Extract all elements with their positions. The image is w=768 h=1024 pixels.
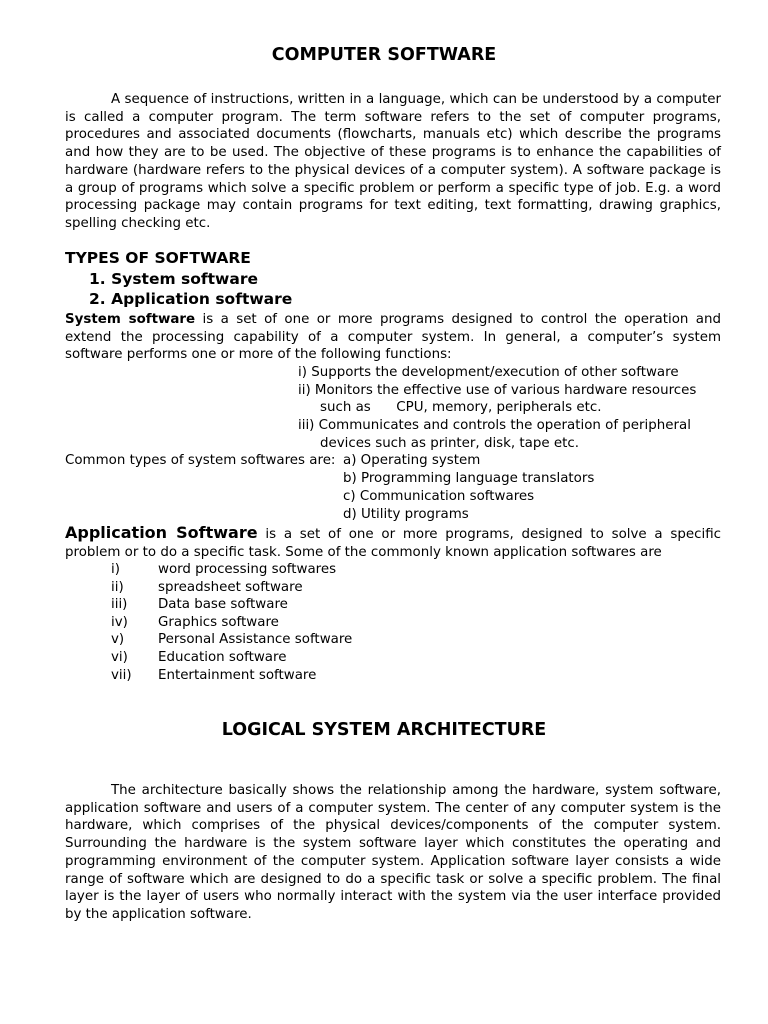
list-item-number: v) xyxy=(111,632,125,647)
page-title: COMPUTER SOFTWARE xyxy=(271,45,497,65)
function-item-3-cont: devices such as printer, disk, tape etc. xyxy=(320,435,579,451)
list-item-text: Data base software xyxy=(158,597,288,612)
common-type-b: b) Programming language translators xyxy=(343,471,595,486)
list-item-text: Entertainment software xyxy=(158,668,317,683)
system-functions-list xyxy=(298,364,721,453)
list-item-number: iv) xyxy=(111,615,128,630)
function-item-3: iii) Communicates and controls the operation of peripheral xyxy=(298,418,691,434)
list-item-number: iii) xyxy=(111,597,128,612)
common-type-d: d) Utility programs xyxy=(343,507,469,522)
common-types-label: Common types of system softwares are: xyxy=(65,453,336,468)
list-item-number: ii) xyxy=(111,580,124,595)
types-item-system: 1. System software xyxy=(89,270,258,288)
intro-paragraph: A sequence of instructions, written in a language, which can be understood by a computer is called a computer program. The term software refers to the set of computer programs, procedures and associated documents (flowcharts, manuals etc) which describe the programs and how they are to be used. The objective of these programs is to enhance the capabilities of hardware (hardware refers to the physical devices of a computer system). A software package is a group of programs which solve a specific problem or perform a specific type of job. E.g. a word processing package may contain programs for text editing, text formatting, drawing graphics, spelling checking etc. xyxy=(65,92,721,231)
system-software-text: is a set of one or more programs designed to control the operation and extend the processing capability of a computer system. In general, a computer’s system software performs one or more of the following functions: xyxy=(65,312,722,363)
section-title-architecture: LOGICAL SYSTEM ARCHITECTURE xyxy=(221,720,547,740)
system-software-paragraph xyxy=(65,311,721,364)
types-item-application: 2. Application software xyxy=(89,290,293,308)
function-item-2-cont: such as CPU, memory, peripherals etc. xyxy=(320,400,602,416)
application-software-text: is a set of one or more programs, designed to solve a specific problem or to do a specific task. Some of the commonly known application softwares are xyxy=(65,527,721,560)
common-type-a: a) Operating system xyxy=(343,453,481,468)
list-item-number: i) xyxy=(111,562,120,577)
list-item-number: vii) xyxy=(111,668,132,683)
list-item-text: spreadsheet software xyxy=(158,580,303,595)
list-item-text: Graphics software xyxy=(158,615,279,630)
types-heading: TYPES OF SOFTWARE xyxy=(65,249,251,267)
list-item-text: Education software xyxy=(158,650,287,665)
architecture-paragraph: The architecture basically shows the relationship among the hardware, system software, application software and users of a computer system. The center of any computer system is the hardware, which comprises of the physical devices/components of the computer system. Surrounding the hardware is the system software layer which constitutes the operating and programming environment of the computer system. Application software layer consists a wide range of software which are designed to do a specific task or solve a specific problem. The final layer is the layer of users who normally interact with the system via the user interface provided by the application software. xyxy=(65,783,721,922)
function-item-2: ii) Monitors the effective use of various hardware resources xyxy=(298,382,697,398)
system-software-lead: System software xyxy=(65,312,196,327)
list-item-number: vi) xyxy=(111,650,128,665)
application-software-lead: Application Software xyxy=(65,523,258,542)
list-item-text: word processing softwares xyxy=(158,562,337,577)
function-item-1: i) Supports the development/execution of other software xyxy=(298,365,679,380)
application-software-paragraph xyxy=(65,524,721,561)
list-item-text: Personal Assistance software xyxy=(158,632,353,647)
common-type-c: c) Communication softwares xyxy=(343,489,535,504)
